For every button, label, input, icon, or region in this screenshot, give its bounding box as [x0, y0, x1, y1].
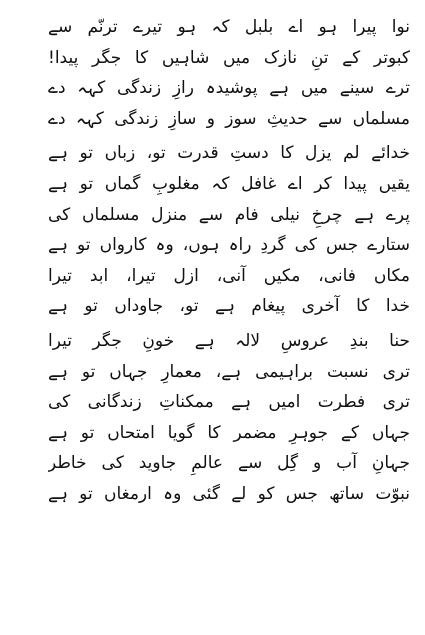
- verse-line-3: ترے سینے میں ہے پوشیدہ رازِ زندگی کہہ دے: [48, 78, 410, 99]
- verse-line-6: یقیں پیدا کر اے غافل کہ مغلوبِ گماں تو ہے: [48, 173, 410, 194]
- verse-line-7: پرے ہے چرخِ نیلی فام سے منزل مسلماں کی: [48, 204, 410, 225]
- verse-line-14: جہاں کے جوہرِ مضمر کا گویا امتحاں تو ہے: [48, 422, 410, 443]
- verse-line-15: جہانِ آب و گِل سے عالمِ جاوید کی خاطر: [48, 453, 410, 474]
- poem-verses: [48, 12, 410, 510]
- verse-line-4: مسلماں سے حدیثِ سوز و سازِ زندگی کہہ دے: [48, 108, 410, 129]
- verse-line-13: تری فطرت امیں ہے ممکناتِ زندگانی کی: [48, 392, 410, 413]
- verse-line-11: حنا بندِ عروسِ لالہ ہے خونِ جگر تیرا: [48, 330, 410, 351]
- verse-line-16: نبوّت ساتھ جس کو لے گئی وہ ارمغاں تو ہے: [48, 483, 410, 504]
- verse-line-9: مکاں فانی، مکیں آنی، ازل تیرا، ابد تیرا: [48, 265, 410, 286]
- verse-line-8: ستارے جس کی گردِ راہ ہوں، وہ کارواں تو ہے: [48, 235, 410, 256]
- verse-line-10: خدا کا آخری پیغام ہے تو، جاوداں تو ہے: [48, 296, 410, 317]
- verse-line-5: خدائے لم یزل کا دستِ قدرت تو، زباں تو ہے: [48, 143, 410, 164]
- verse-line-1: نوا پیرا ہو اے بلبل کہ ہو تیرے ترنّم سے: [48, 17, 410, 37]
- verse-line-2: کبوتر کے تنِ نازک میں شاہیں کا جگر پیدا!: [48, 47, 410, 68]
- verse-line-12: تری نسبت براہیمی ہے، معمارِ جہاں تو ہے: [48, 361, 410, 382]
